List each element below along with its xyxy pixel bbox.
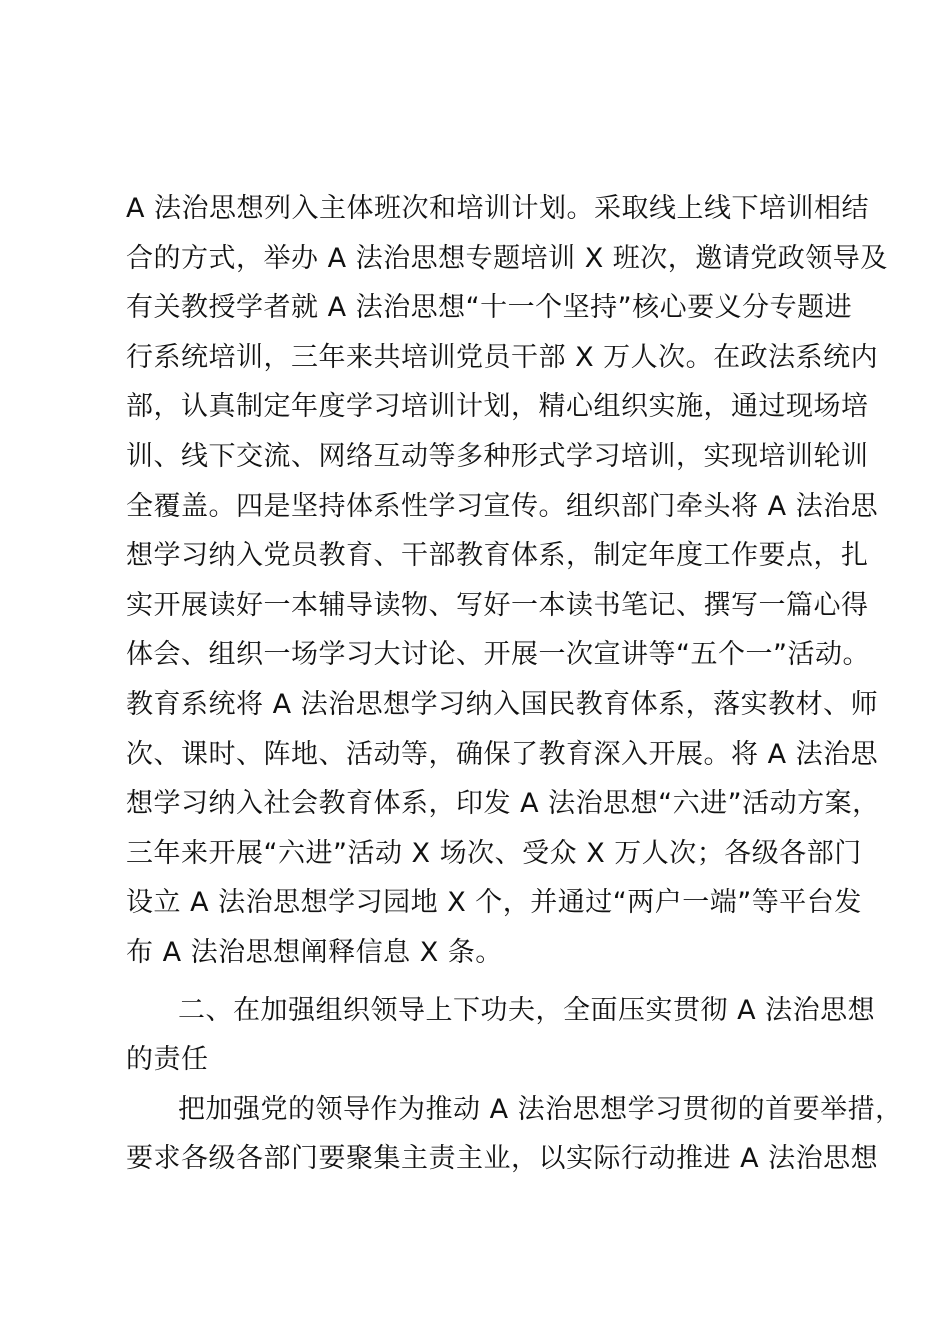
paragraph-gap <box>126 978 836 986</box>
body-paragraph-1 <box>126 184 888 978</box>
document-body <box>126 184 903 1184</box>
text-line: 想学习纳入社会教育体系，印发 A 法治思想“六进”活动方案， <box>126 788 880 820</box>
text-line: 三年来开展“六进”活动 X 场次、受众 X 万人次；各级各部门 <box>126 837 862 869</box>
text-line: 训、线下交流、网络互动等多种形式学习培训，实现培训轮训 <box>126 440 869 472</box>
text-line: 全覆盖。四是坚持体系性学习宣传。组织部门牵头将 A 法治思 <box>126 490 879 522</box>
text-line: 想学习纳入党员教育、干部教育体系，制定年度工作要点，扎 <box>126 540 869 572</box>
heading-line: 二、在加强组织领导上下功夫，全面压实贯彻 A 法治思想 <box>178 994 876 1026</box>
text-line: 设立 A 法治思想学习园地 X 个，并通过“两户一端”等平台发 <box>126 887 862 919</box>
section-heading <box>126 986 876 1085</box>
heading-line: 的责任 <box>126 1044 209 1076</box>
text-line: 次、课时、阵地、活动等，确保了教育深入开展。将 A 法治思 <box>126 738 879 770</box>
text-line: A 法治思想列入主体班次和培训计划。采取线上线下培训相结 <box>126 193 870 224</box>
body-paragraph-2 <box>126 1085 903 1184</box>
text-line: 把加强党的领导作为推动 A 法治思想学习贯彻的首要举措， <box>178 1093 903 1125</box>
text-line: 有关教授学者就 A 法治思想“十一个坚持”核心要义分专题进 <box>126 292 853 324</box>
text-line: 行系统培训，三年来共培训党员干部 X 万人次。在政法系统内 <box>126 341 879 373</box>
text-line: 部，认真制定年度学习培训计划，精心组织实施，通过现场培 <box>126 391 869 423</box>
text-line: 合的方式，举办 A 法治思想专题培训 X 班次，邀请党政领导及 <box>126 242 888 274</box>
text-line: 体会、组织一场学习大讨论、开展一次宣讲等“五个一”活动。 <box>126 639 870 671</box>
text-line: 布 A 法治思想阐释信息 X 条。 <box>126 936 503 968</box>
text-line: 实开展读好一本辅导读物、写好一本读书笔记、撰写一篇心得 <box>126 589 869 621</box>
text-line: 要求各级各部门要聚集主责主业，以实际行动推进 A 法治思想 <box>126 1143 879 1175</box>
text-line: 教育系统将 A 法治思想学习纳入国民教育体系，落实教材、师 <box>126 688 879 720</box>
